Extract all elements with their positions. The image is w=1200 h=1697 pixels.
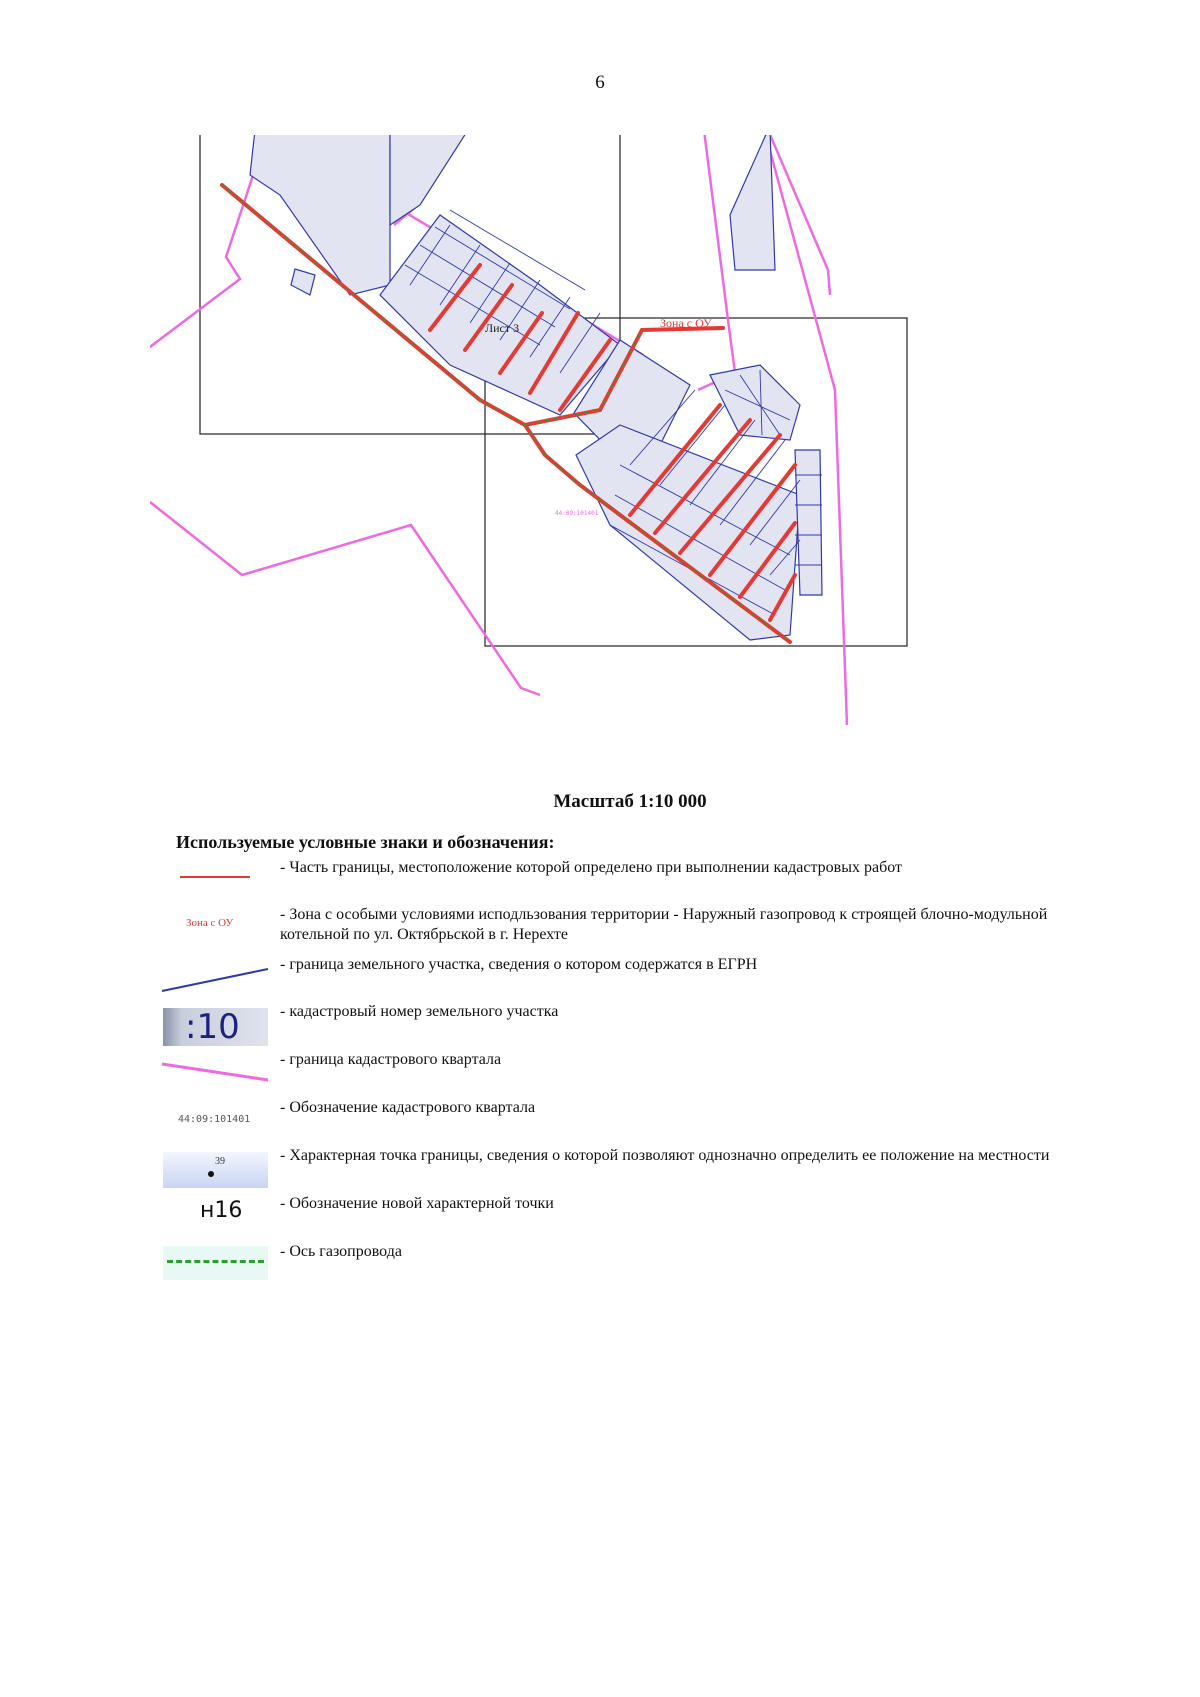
legend-title: Используемые условные знаки и обозначения:: [176, 832, 555, 852]
dashed-axis-icon: [160, 1242, 270, 1286]
quarter-code-label: 44:09:101401: [555, 510, 599, 517]
legend-text: - граница земельного участка, сведения о котором содержатся в ЕГРН: [280, 956, 758, 973]
boundary-point-icon: [160, 1146, 270, 1190]
point-number-sample: 39: [215, 1156, 225, 1167]
gas-pipeline: [222, 185, 795, 642]
cadastral-number-sample: :10: [163, 1008, 268, 1046]
pink-line-icon: [160, 1050, 270, 1094]
new-point-sample: н16: [200, 1198, 243, 1223]
sheet-label: Лист 3: [485, 321, 520, 335]
legend-text: - кадастровый номер земельного участка: [280, 1003, 559, 1020]
legend-text: - Ось газопровода: [280, 1243, 402, 1260]
scale-caption: Масштаб 1:10 000: [553, 791, 707, 812]
new-point-icon: [160, 1194, 270, 1238]
point-dot: [208, 1171, 214, 1177]
blue-line-icon: [160, 955, 270, 999]
quarter-code-icon: [160, 1098, 270, 1142]
legend-text: - Обозначение новой характерной точки: [280, 1195, 554, 1212]
legend-text: - Характерная точка границы, сведения о которой позволяют однозначно определить ее положение на местности: [280, 1147, 1050, 1164]
map-canvas: [150, 135, 1050, 785]
zone-sample: Зона с ОУ: [186, 917, 234, 929]
legend-text: - граница кадастрового квартала: [280, 1051, 502, 1068]
parcel-blocks: [250, 135, 822, 640]
zone-label: Зона с ОУ: [660, 316, 712, 330]
quarter-code-sample: 44:09:101401: [178, 1114, 251, 1125]
legend-text: - Часть границы, местоположение которой определено при выполнении кадастровых работ: [280, 859, 902, 876]
legend-text: - Обозначение кадастрового квартала: [280, 1099, 536, 1116]
red-line-icon: [160, 858, 270, 902]
zone-label-icon: [160, 905, 270, 949]
legend-text: - Зона с особыми условиями исподльзования территории - Наружный газопровод к строящей блочно-модульной котельной по ул. Октябрьской в г. Нерехте: [280, 906, 1048, 943]
cadastral-number-icon: [160, 1002, 270, 1046]
cadastral-map: [150, 135, 1050, 785]
page-number: 6: [595, 72, 605, 93]
